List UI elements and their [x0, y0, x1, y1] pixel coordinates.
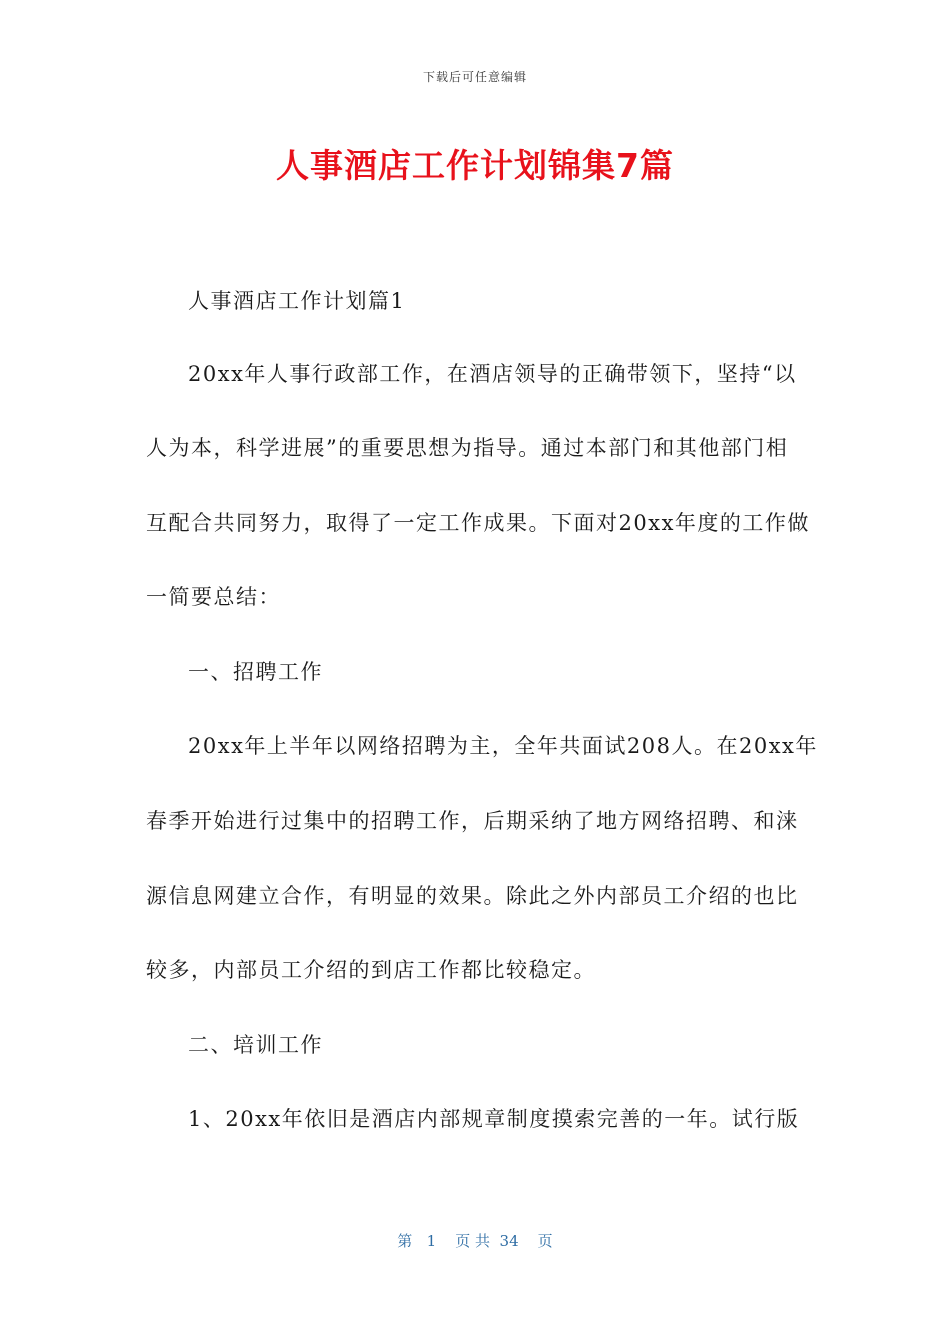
- paragraph-line: 1、20xx年依旧是酒店内部规章制度摸索完善的一年。试行版: [188, 1107, 800, 1131]
- section-heading: 人事酒店工作计划篇1: [188, 289, 406, 313]
- paragraph-line: 一简要总结：: [146, 585, 281, 609]
- subsection-heading: 一、招聘工作: [188, 660, 323, 684]
- page-footer: 第 1 页 共 34 页: [397, 1232, 553, 1250]
- paragraph-line: 互配合共同努力，取得了一定工作成果。下面对20xx年度的工作做: [146, 511, 810, 535]
- paragraph-line: 较多，内部员工介绍的到店工作都比较稳定。: [146, 958, 596, 982]
- page-header-note: 下载后可任意编辑: [422, 70, 527, 84]
- paragraph-line: 人为本，科学进展”的重要思想为指导。通过本部门和其他部门相: [146, 436, 789, 460]
- paragraph-line: 春季开始进行过集中的招聘工作，后期采纳了地方网络招聘、和涞: [146, 809, 799, 833]
- paragraph-line: 20xx年上半年以网络招聘为主，全年共面试208人。在20xx年: [188, 734, 818, 758]
- paragraph-line: 源信息网建立合作，有明显的效果。除此之外内部员工介绍的也比: [146, 884, 799, 908]
- paragraph-line: 20xx年人事行政部工作，在酒店领导的正确带领下，坚持“以: [188, 362, 797, 386]
- subsection-heading: 二、培训工作: [188, 1033, 323, 1057]
- document-title: 人事酒店工作计划锦集7篇: [276, 146, 674, 185]
